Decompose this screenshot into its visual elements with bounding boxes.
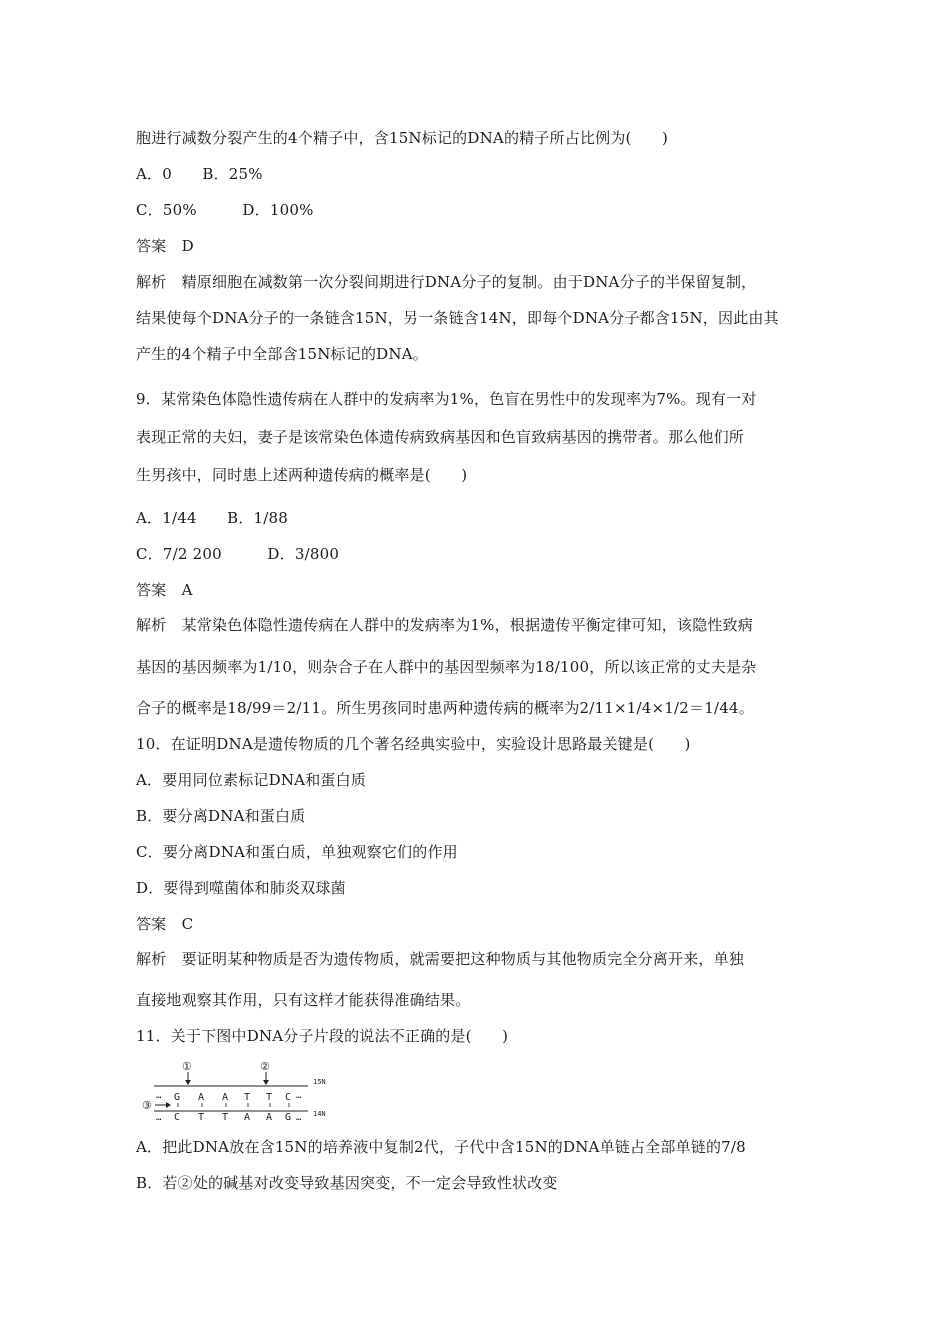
- marker-2: ②: [260, 1060, 270, 1073]
- question-10-analysis-line-1: 解析 要证明某种物质是否为遗传物质，就需要把这种物质与其他物质完全分离开来，单独: [136, 950, 745, 968]
- question-8-options-cd: C．50% D．100%: [136, 201, 314, 219]
- bottom-ellipsis-left: …: [156, 1113, 162, 1123]
- bottom-base-6: G: [285, 1112, 292, 1123]
- question-10-option-a: A．要用同位素标记DNA和蛋白质: [136, 771, 367, 789]
- marker-1: ①: [182, 1060, 192, 1073]
- question-9-stem-line-2: 表现正常的夫妇，妻子是该常染色体遗传病致病基因和色盲致病基因的携带者。那么他们所: [136, 428, 745, 446]
- question-10-analysis-line-2: 直接地观察其作用，只有这样才能获得准确结果。: [136, 991, 471, 1009]
- question-10-answer: 答案 C: [136, 915, 194, 933]
- bottom-base-4: A: [244, 1112, 251, 1123]
- question-10-option-d: D．要得到噬菌体和肺炎双球菌: [136, 879, 346, 897]
- top-base-2: A: [198, 1092, 205, 1103]
- top-ellipsis-left: …: [156, 1091, 162, 1101]
- question-11-option-a: A．把此DNA放在含15N的培养液中复制2代，子代中含15N的DNA单链占全部单链的7/8: [136, 1138, 746, 1156]
- bottom-base-3: T: [222, 1112, 229, 1123]
- question-9-analysis-line-1: 解析 某常染色体隐性遗传病在人群中的发病率为1%，根据遗传平衡定律可知，该隐性致病: [136, 616, 754, 634]
- top-label: 15N: [313, 1078, 326, 1086]
- question-9-stem-line-3: 生男孩中，同时患上述两种遗传病的概率是( ): [136, 466, 468, 484]
- top-base-5: T: [266, 1092, 273, 1103]
- arrow-2-head: [263, 1080, 269, 1085]
- bottom-label: 14N: [313, 1110, 326, 1118]
- question-8-analysis-line-3: 产生的4个精子中全部含15N标记的DNA。: [136, 345, 428, 363]
- question-8-answer: 答案 D: [136, 237, 194, 255]
- arrow-3-head: [166, 1102, 171, 1108]
- question-10-option-b: B．要分离DNA和蛋白质: [136, 807, 306, 825]
- bottom-ellipsis-right: …: [296, 1113, 302, 1123]
- question-8-analysis-line-1: 解析 精原细胞在减数第一次分裂间期进行DNA分子的复制。由于DNA分子的半保留复制，: [136, 273, 757, 291]
- question-9-options-cd: C．7/2 200 D．3/800: [136, 545, 340, 563]
- question-10-stem: 10．在证明DNA是遗传物质的几个著名经典实验中，实验设计思路最关键是( ): [136, 735, 691, 753]
- question-9-options-ab: A．1/44 B．1/88: [136, 509, 289, 527]
- question-10-option-c: C．要分离DNA和蛋白质，单独观察它们的作用: [136, 843, 458, 861]
- top-base-1: G: [174, 1092, 181, 1103]
- top-ellipsis-right: …: [296, 1091, 302, 1101]
- bottom-base-5: A: [266, 1112, 273, 1123]
- top-base-6: C: [285, 1092, 292, 1103]
- arrow-1-head: [185, 1080, 191, 1085]
- question-9-stem-line-1: 9．某常染色体隐性遗传病在人群中的发病率为1%，色盲在男性中的发现率为7%。现有一对: [136, 390, 757, 408]
- question-11-option-b: B．若②处的碱基对改变导致基因突变，不一定会导致性状改变: [136, 1174, 558, 1192]
- question-8-stem-continued: 胞进行减数分裂产生的4个精子中，含15N标记的DNA的精子所占比例为( ): [136, 129, 669, 147]
- top-base-3: A: [222, 1092, 229, 1103]
- top-base-4: T: [244, 1092, 251, 1103]
- bottom-base-2: T: [198, 1112, 205, 1123]
- question-9-analysis-line-2: 基因的基因频率为1/10，则杂合子在人群中的基因型频率为18/100，所以该正常的丈夫是杂: [136, 658, 757, 676]
- marker-3: ③: [142, 1099, 152, 1112]
- question-9-answer: 答案 A: [136, 581, 193, 599]
- dna-fragment-diagram: [138, 1058, 338, 1126]
- question-8-options-ab: A．0 B．25%: [136, 165, 263, 183]
- bottom-base-1: C: [174, 1112, 181, 1123]
- question-11-stem: 11．关于下图中DNA分子片段的说法不正确的是( ): [136, 1027, 509, 1045]
- question-8-analysis-line-2: 结果使每个DNA分子的一条链含15N，另一条链含14N，即每个DNA分子都含15N，因此由其: [136, 309, 779, 327]
- question-9-analysis-line-3: 合子的概率是18/99＝2/11。所生男孩同时患两种遗传病的概率为2/11×1/4×1/2＝1/44。: [136, 699, 754, 717]
